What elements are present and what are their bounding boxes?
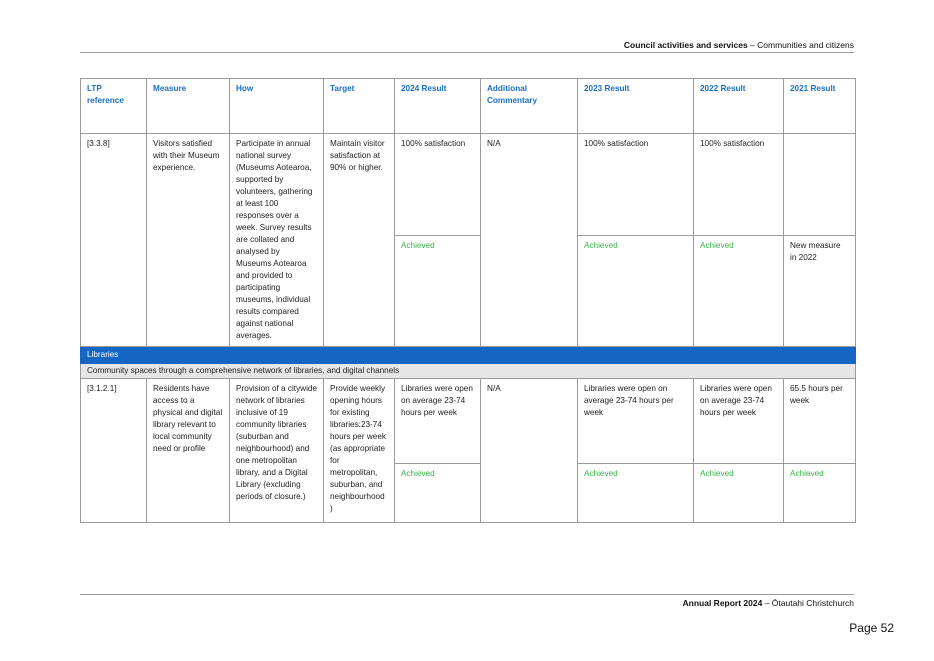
section-row-libraries <box>81 347 856 364</box>
cell-measure: Residents have access to a physical and digital library relevant to local community need or profile <box>147 379 230 523</box>
cell-result-2024: Libraries were open on average 23-74 hours per week <box>395 379 481 464</box>
subsection-title: Community spaces through a comprehensive network of libraries, and digital channels <box>81 364 856 379</box>
running-header <box>624 40 854 50</box>
cell-measure: Visitors satisfied with their Museum experience. <box>147 134 230 347</box>
col-2023-result: 2023 Result <box>578 79 694 134</box>
table-header-row <box>81 79 856 134</box>
col-2024-result: 2024 Result <box>395 79 481 134</box>
cell-result-2021 <box>784 134 856 236</box>
col-additional-commentary: Additional Commentary <box>481 79 578 134</box>
cell-ref: [3.3.8] <box>81 134 147 347</box>
cell-status-2024: Achieved <box>395 464 481 523</box>
cell-status-2022: Achieved <box>694 464 784 523</box>
header-section: Council activities and services <box>623 40 748 50</box>
header-subsection: – Communities and citizens <box>747 40 854 50</box>
cell-result-2023: Libraries were open on average 23-74 hours per week <box>578 379 694 464</box>
running-footer <box>683 598 854 608</box>
table-row <box>81 134 856 236</box>
cell-result-2022: Libraries were open on average 23-74 hours per week <box>694 379 784 464</box>
cell-target: Maintain visitor satisfaction at 90% or higher. <box>324 134 395 347</box>
cell-status-2021: New measure in 2022 <box>784 236 856 347</box>
cell-status-2023: Achieved <box>578 464 694 523</box>
col-ltp-reference: LTP reference <box>81 79 147 134</box>
performance-table <box>80 78 856 523</box>
cell-status-2022: Achieved <box>694 236 784 347</box>
table-row <box>81 379 856 464</box>
footer-report: Annual Report 2024 <box>682 598 763 608</box>
cell-status-2024: Achieved <box>395 236 481 347</box>
cell-commentary: N/A <box>481 379 578 523</box>
cell-commentary: N/A <box>481 134 578 347</box>
col-2022-result: 2022 Result <box>694 79 784 134</box>
cell-status-2021: Achieved <box>784 464 856 523</box>
header-rule <box>80 52 854 53</box>
footer-city: – Ōtautahi Christchurch <box>762 598 854 608</box>
cell-result-2024: 100% satisfaction <box>395 134 481 236</box>
col-how: How <box>230 79 324 134</box>
cell-how: Participate in annual national survey (Museums Aotearoa, supported by volunteers, gathering at least 100 responses over a week. Survey results are collated and analysed by Museums Aotearoa and provided to participating museums, individual results compared against national averages. <box>230 134 324 347</box>
cell-result-2023: 100% satisfaction <box>578 134 694 236</box>
cell-result-2021: 65.5 hours per week <box>784 379 856 464</box>
cell-result-2022: 100% satisfaction <box>694 134 784 236</box>
cell-status-2023: Achieved <box>578 236 694 347</box>
cell-target: Provide weekly opening hours for existing libraries:23-74 hours per week (as appropriate for metropolitan, suburban, and neighbourhood ) <box>324 379 395 523</box>
subsection-row <box>81 364 856 379</box>
col-2021-result: 2021 Result <box>784 79 856 134</box>
cell-ref: [3.1.2.1] <box>81 379 147 523</box>
section-title: Libraries <box>81 347 856 364</box>
page-number: Page 52 <box>849 621 894 635</box>
cell-how: Provision of a citywide network of libraries inclusive of 19 community libraries (suburban and neighbourhood) and one metropolitan library, and a Digital Library (excluding periods of closure.) <box>230 379 324 523</box>
footer-rule <box>80 594 854 595</box>
col-measure: Measure <box>147 79 230 134</box>
col-target: Target <box>324 79 395 134</box>
